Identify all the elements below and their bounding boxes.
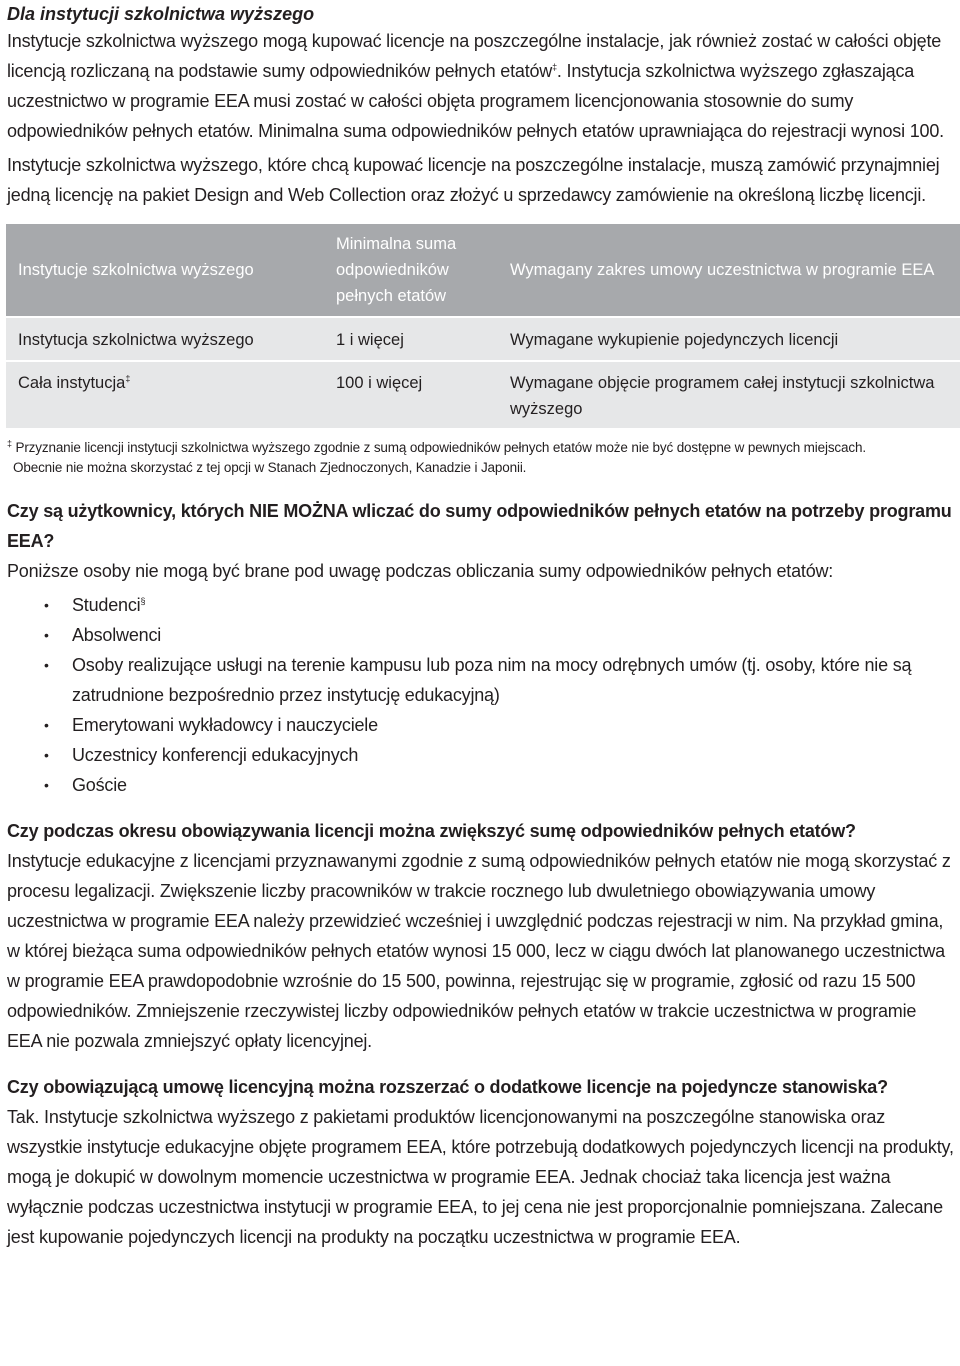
list-item-text: Absolwenci [72, 625, 162, 645]
question-intro: Poniższe osoby nie mogą być brane pod uwagę podczas obliczania sumy odpowiedników pełnych etatów: [7, 561, 834, 581]
list-item-text: Emerytowani wykładowcy i nauczyciele [72, 715, 378, 735]
footnote-mark: § [140, 596, 146, 606]
table-cell-minimum: 100 i więcej [328, 360, 496, 428]
list-item-text: Osoby realizujące usługi na terenie kampusu lub poza nim na mocy odrębnych umów (tj. osoby, które nie są zatrudnione bezpośrednio przez instytucję edukacyjną) [72, 655, 912, 705]
table-cell-institution: Instytucja szkolnictwa wyższego [6, 316, 328, 360]
intro-paragraph-1 [7, 26, 954, 146]
question-heading-increase-fte: Czy podczas okresu obowiązywania licencji można zwiększyć sumę odpowiedników pełnych etatów? [7, 821, 856, 841]
answer-paragraph: Tak. Instytucje szkolnictwa wyższego z pakietami produktów licencjonowanymi na poszczególne stanowiska oraz wszystkie instytucje edukacyjne objęte programem EEA, które potrzebują dodatkowych pojedynczych licencji na produkty, mogą je dokupić w dowolnym momencie uczestnictwa w programie EEA. Jednak chociaż taka licencja jest ważna wyłącznie podczas uczestnictwa instytucji w programie EEA, to jej cena nie jest proporcjonalnie pomniejszana. Zalecane jest kupowanie pojedynczych licencji na produkty na początku uczestnictwa w programie EEA. [7, 1107, 954, 1247]
bullet-icon: • [44, 597, 49, 613]
list-item-text: Uczestnicy konferencji edukacyjnych [72, 745, 359, 765]
table-row [6, 360, 960, 428]
footnote-line-2: Obecnie nie można skorzystać z tej opcji w Stanach Zjednoczonych, Kanadzie i Japonii. [13, 460, 527, 475]
table-cell-scope: Wymagane wykupienie pojedynczych licencji [496, 316, 960, 360]
table-header-minimum: Minimalna suma odpowiedników pełnych etatów [328, 224, 496, 316]
intro-paragraph-1-text: Instytucje szkolnictwa wyższego mogą kupować licencje na poszczególne instalacje, jak również zostać w całości objęte licencją rozliczaną na podstawie sumy odpowiedników pełnych etatów [7, 31, 942, 81]
licensing-table [6, 224, 960, 428]
footnote-mark: ‡ [125, 373, 131, 384]
table-cell-minimum: 1 i więcej [328, 316, 496, 360]
footnote-mark: ‡ [7, 438, 12, 449]
footnote-line-1: Przyznanie licencji instytucji szkolnictwa wyższego zgodnie z sumą odpowiedników pełnych etatów może nie być dostępne w pewnych miejscach. [15, 440, 866, 455]
list-item [7, 740, 954, 770]
table-cell-institution-text: Cała instytucja [18, 374, 126, 392]
table-header-institution: Instytucje szkolnictwa wyższego [6, 224, 328, 316]
table-header-scope: Wymagany zakres umowy uczestnictwa w programie EEA [496, 224, 960, 316]
excluded-users-list [7, 590, 954, 800]
table-cell-scope: Wymagane objęcie programem całej instytucji szkolnictwa wyższego [496, 360, 960, 428]
bullet-icon: • [44, 627, 49, 643]
intro-paragraph-1-continuation: . Instytucja szkolnictwa wyższego zgłaszająca uczestnictwo w programie EEA musi zostać w całości objęta programem licencjonowania stosownie do sumy odpowiedników pełnych etatów. Minimalna suma odpowiedników pełnych etatów uprawniająca do rejestracji wynosi 100. [7, 61, 944, 141]
intro-paragraph-2: Instytucje szkolnictwa wyższego, które chcą kupować licencje na poszczególne instalacje, muszą zamówić przynajmniej jedną licencję na pakiet Design and Web Collection oraz złożyć u sprzedawcy zamówienie na określoną liczbę licencji. [7, 155, 940, 205]
list-item-text: Goście [72, 775, 127, 795]
table-header-row [6, 224, 960, 316]
answer-paragraph: Instytucje edukacyjne z licencjami przyznawanymi zgodnie z sumą odpowiedników pełnych etatów nie mogą skorzystać z procesu legalizacji. Zwiększenie liczby pracowników w trakcie rocznego lub dwuletniego obowiązywania umowy uczestnictwa w programie EEA należy przewidzieć wcześniej i uwzględnić podczas rejestracji w nim. Na przykład gmina, w której bieżąca suma odpowiedników pełnych etatów wynosi 15 000, lecz w ciągu dwóch lat planowanego uczestnictwa w programie EEA prawdopodobnie wzrośnie do 15 500, powinna, rejestrując się w programie, zgłosić od razu 15 500 odpowiedników. Zmniejszenie rzeczywistej liczby odpowiedników pełnych etatów w trakcie uczestnictwa w programie EEA nie pozwala zmniejszyć opłaty licencyjnej. [7, 851, 951, 1051]
question-heading-additional-licenses: Czy obowiązującą umowę licencyjną można rozszerzać o dodatkowe licencje na pojedyncze stanowiska? [7, 1077, 888, 1097]
list-item-text: Studenci [72, 595, 141, 615]
table-row [6, 316, 960, 360]
list-item [7, 770, 954, 800]
bullet-icon: • [44, 747, 49, 763]
list-item [7, 620, 954, 650]
bullet-icon: • [44, 777, 49, 793]
footnote-mark: ‡ [552, 62, 557, 72]
list-item [7, 590, 954, 620]
footnote [7, 438, 954, 478]
list-item [7, 650, 954, 710]
bullet-icon: • [44, 717, 49, 733]
list-item [7, 710, 954, 740]
bullet-icon: • [44, 657, 49, 673]
question-heading-excluded-users: Czy są użytkownicy, których NIE MOŻNA wliczać do sumy odpowiedników pełnych etatów na potrzeby programu EEA? [7, 501, 952, 551]
section-heading: Dla instytucji szkolnictwa wyższego [7, 4, 315, 24]
table-cell-institution [6, 360, 328, 428]
